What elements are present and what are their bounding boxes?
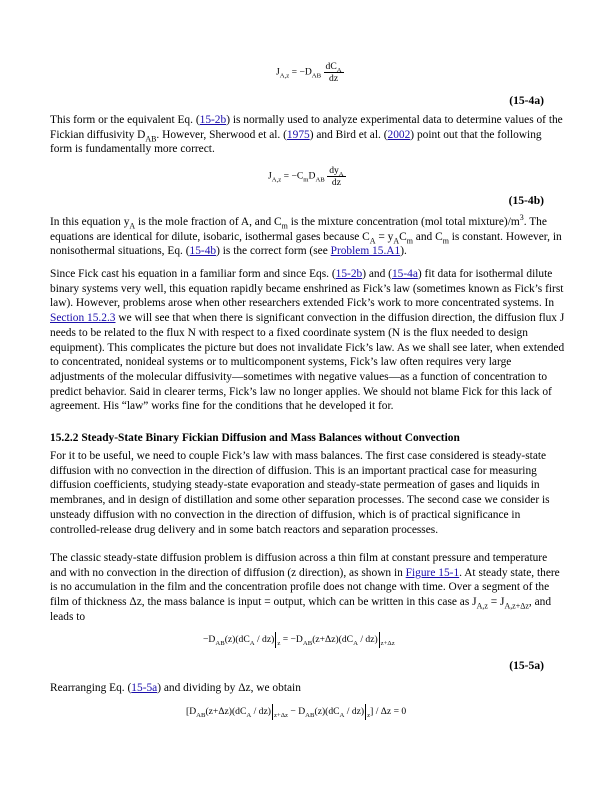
paragraph-4: For it to be useful, we need to couple Fick’s law with mass balances. The first case considered is steady-state diffusion with no convection in the direction of diffusion. This is an important practical case for measuring diffusion coefficients, studying steady-state evaporation and steady-state permeation of gases and liquids in membranes, and in design of distillation and some other separation processes. The second case we consider is unsteady diffusion with no convection in the direction of diffusion, which is of practical significance in controlled-release drug delivery and in some batch reactors and separation processes.: [50, 450, 550, 536]
link-eq-15-2b[interactable]: 15-2b: [199, 114, 227, 126]
section-heading: 15.2.2 Steady-State Binary Fickian Diffusion and Mass Balances without Convection: [50, 432, 460, 444]
paragraph-3: Since Fick cast his equation in a familiar form and since Eqs. (15-2b) and (15-4a) fit data for isothermal dilute binary systems very well, this equation rapidly became enshrined as Fick’s law (sometimes known as Fick’s first law). However, problems arose when other researchers extended Fick’s work to more concentrated systems. In Section 15.2.3 we will see that when there is significant convection in the diffusion direction, the diffusion flux J needs to be related to the flux N with respect to a fixed coordinate system (N is the flux needed to design equipment). This complicates the picture but does not invalidate Fick’s law. As we shall see later, when extended to concentrated, nonideal systems or to multicomponent systems, Fick’s law often requires very large adjustments of the molecular diffusivity—sometimes with negative values—as a function of concentration to predict behavior. Said in clearer terms, Fick’s law no longer applies. We should not blame Fick for this lack of agreement. His “law” works fine for the conditions that he developed it for.: [50, 268, 565, 413]
paragraph-2: In this equation $y_A$ is the mole fraction of A, and $C_m$ is the mixture concentration (mol total $mixture)/m^3$. The equations are identical for dilute, isobaric, isothermal gases because $C_A = y_AC_m$ and $C_m$ is constant. However, in nonisothermal situations, Eq. (15-4b) is the correct form (see Problem 15.A1).: [50, 213, 562, 258]
link-eq-15-4a[interactable]: 15-4a: [391, 268, 418, 280]
paragraph-6: Rearranging Eq. (15-5a) and dividing by Δz, we obtain: [50, 682, 301, 694]
link-eq-15-5a[interactable]: 15-5a: [131, 682, 158, 694]
link-eq-15-2b-2[interactable]: 15-2b: [335, 268, 363, 280]
equation-number-15-5a: (15-5a): [509, 659, 544, 672]
link-section-15-2-3[interactable]: Section 15.2.3: [50, 312, 116, 325]
link-figure-15-1[interactable]: Figure 15-1: [405, 566, 460, 579]
link-problem-15-a1[interactable]: Problem 15.A1: [330, 245, 401, 258]
link-ref-1975[interactable]: 1975: [286, 128, 310, 141]
link-ref-2002[interactable]: 2002: [387, 128, 411, 141]
paragraph-5: The classic steady-state diffusion problem is diffusion across a thin film at constant pressure and temperature and with no convection in the direction of diffusion (z direction), as shown in Figure 15-1. At steady state, there is no accumulation in the film and the concentration profile does not change with time. Over a segment of the film of thickness Δz, the mass balance is input = output, which can be written in this case as $J_{A,z} = J_{A,z+\Delta z}$, and leads to: [50, 552, 560, 623]
equation-rearranged: [$D_{AB}(z+\Delta z)(dC_A / dz) _{z+\Delta z} - D_{AB}(z)(dC_A / dz)$ $_z$] / Δz = 0: [186, 704, 406, 720]
equation-15-4a: $J_{A,z} = -D_{AB}$ $\frac{dC_A}{dz}$: [276, 61, 342, 84]
equation-number-15-4b: (15-4b): [508, 194, 544, 207]
equation-number-15-4a: (15-4a): [509, 94, 544, 107]
equation-15-5a: $-D_{AB}(z)(dC_A / dz) _z = -D_{AB}(z+\Delta z)(dC_A / dz)$ $_{z+\Delta z}$: [203, 632, 395, 648]
paragraph-1: This form or the equivalent Eq. (15-2b) is normally used to analyze experimental data to determine values of the Fickian diffusivity $D_{AB}$. However, Sherwood et al. (1975) and Bird et al. (2002) point out that the following form is fundamentally more correct.: [50, 114, 563, 156]
equation-15-4b: $J_{A,z} = -C_mD_{AB}$ $\frac{dy_A}{dz}$: [268, 165, 344, 188]
link-eq-15-4b[interactable]: 15-4b: [189, 245, 217, 258]
